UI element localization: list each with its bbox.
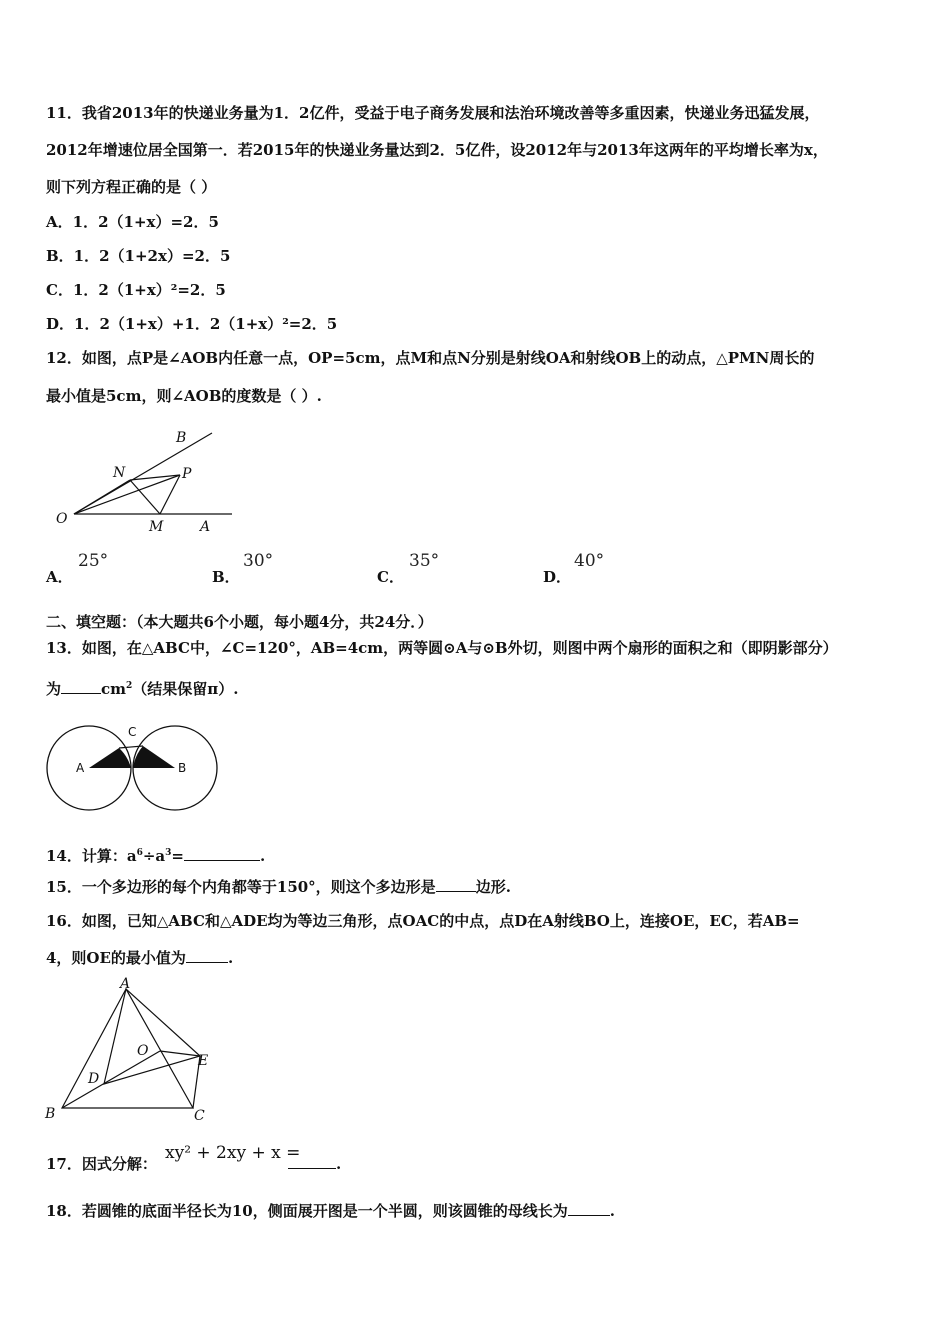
q15-post: 边形. xyxy=(475,878,511,896)
label-d: D xyxy=(88,1071,100,1087)
q13-unit-sup: 2 xyxy=(126,681,133,691)
q11-option-b: B．1．2（1+2x）=2．5 xyxy=(46,247,231,265)
q14-mid: ÷a xyxy=(142,847,166,865)
label-a: A xyxy=(200,519,211,535)
q11-line2: 2012年增速位居全国第一．若2015年的快递业务量达到2．5亿件，设2012年与2013年这两年的平均增长率为x， xyxy=(46,141,828,159)
label-b: B xyxy=(178,761,187,775)
q12-angle-figure xyxy=(50,425,240,540)
label-o: O xyxy=(56,511,68,527)
q12-option-a-value: 25° xyxy=(78,551,109,571)
q14-sup1: 6 xyxy=(136,848,143,858)
section2-heading: 二、填空题：（本大题共6个小题，每小题4分，共24分．） xyxy=(46,613,433,631)
q17-answer xyxy=(288,1154,341,1174)
label-n: N xyxy=(113,465,126,481)
q16-line2 xyxy=(46,948,233,968)
sector-a-shade xyxy=(89,748,131,768)
q11-option-c: C．1．2（1+x）²=2．5 xyxy=(46,281,226,299)
segment-ac-bc-top xyxy=(119,746,143,748)
q11-line3: 则下列方程正确的是（ ） xyxy=(46,178,217,196)
label-a: A xyxy=(76,761,85,775)
q14-sup2: 3 xyxy=(165,848,172,858)
q11-option-d: D．1．2（1+x）+1．2（1+x）²=2．5 xyxy=(46,315,338,333)
q14-end: . xyxy=(260,847,266,865)
q13-line2 xyxy=(46,676,239,699)
q16-line1: 16．如图，已知△ABC和△ADE均为等边三角形，点OAC的中点，点D在A射线BO上，连接OE，EC，若AB= xyxy=(46,912,800,930)
q11-line1: 11．我省2013年的快递业务量为1．2亿件，受益于电子商务发展和法治环境改善等多重因素，快递业务迅猛发展， xyxy=(46,104,820,122)
q12-line1: 12．如图，点P是∠AOB内任意一点，OP=5cm，点M和点N分别是射线OA和射线OB上的动点，△PMN周长的 xyxy=(46,349,815,367)
label-c: C xyxy=(194,1108,205,1124)
q12-option-d-letter: D． xyxy=(543,568,572,586)
q17-pre: 17．因式分解： xyxy=(46,1155,157,1173)
q14-pre: 14．计算：a xyxy=(46,847,137,865)
q12-line2: 最小值是5cm，则∠AOB的度数是（ ）. xyxy=(46,387,322,405)
q16-triangles-figure xyxy=(40,975,230,1125)
q18-pre: 18．若圆锥的底面半径长为10，侧面展开图是一个半圆，则该圆锥的母线长为 xyxy=(46,1202,568,1220)
sector-b-shade xyxy=(133,746,175,768)
label-b: B xyxy=(176,430,187,446)
q11-option-a: A．1．2（1+x）=2．5 xyxy=(46,213,219,231)
q13-line2-pre: 为 xyxy=(46,680,62,698)
q14-eq: = xyxy=(171,847,184,865)
segment-oe xyxy=(160,1051,200,1056)
q18-answer-blank[interactable] xyxy=(568,1201,610,1216)
triangle-abc xyxy=(62,989,193,1108)
q13-line1: 13．如图，在△ABC中，∠C=120°，AB=4cm，两等圆⊙A与⊙B外切，则图中两个扇形的面积之和（即阴影部分） xyxy=(46,639,838,657)
q12-option-c-value: 35° xyxy=(409,551,440,571)
q16-line2-pre: 4，则OE的最小值为 xyxy=(46,949,186,967)
q18-post: . xyxy=(609,1202,615,1220)
q15-pre: 15．一个多边形的每个内角都等于150°，则这个多边形是 xyxy=(46,878,436,896)
q15-answer-blank[interactable] xyxy=(436,877,476,892)
q16-answer-blank[interactable] xyxy=(186,948,228,963)
q12-option-a-letter: A． xyxy=(46,568,73,586)
q12-option-b-letter: B． xyxy=(212,568,240,586)
q17-answer-blank[interactable] xyxy=(288,1154,336,1169)
q12-option-b-value: 30° xyxy=(243,551,274,571)
q13-line2-end: （结果保留π）. xyxy=(132,680,239,698)
q16-line2-post: . xyxy=(227,949,234,967)
q13-answer-blank[interactable] xyxy=(61,679,101,694)
label-o: O xyxy=(137,1043,149,1059)
segment-nm xyxy=(130,480,160,514)
label-m: M xyxy=(149,519,164,535)
label-b: B xyxy=(45,1106,56,1122)
segment-op xyxy=(74,475,180,514)
q12-option-c-letter: C． xyxy=(377,568,404,586)
label-p: P xyxy=(182,466,192,482)
q13-unit: cm xyxy=(101,680,127,698)
q15-line xyxy=(46,877,511,897)
label-c: C xyxy=(128,725,137,739)
q12-option-d-value: 40° xyxy=(574,551,605,571)
q14-line xyxy=(46,843,265,866)
q17-post: . xyxy=(336,1155,342,1173)
q14-answer-blank[interactable] xyxy=(184,846,260,861)
label-a: A xyxy=(120,976,131,992)
q13-circles-figure xyxy=(45,722,225,814)
q17-formula: xy² + 2xy + x = xyxy=(165,1143,301,1163)
q18-line xyxy=(46,1201,615,1221)
label-e: E xyxy=(198,1053,209,1069)
